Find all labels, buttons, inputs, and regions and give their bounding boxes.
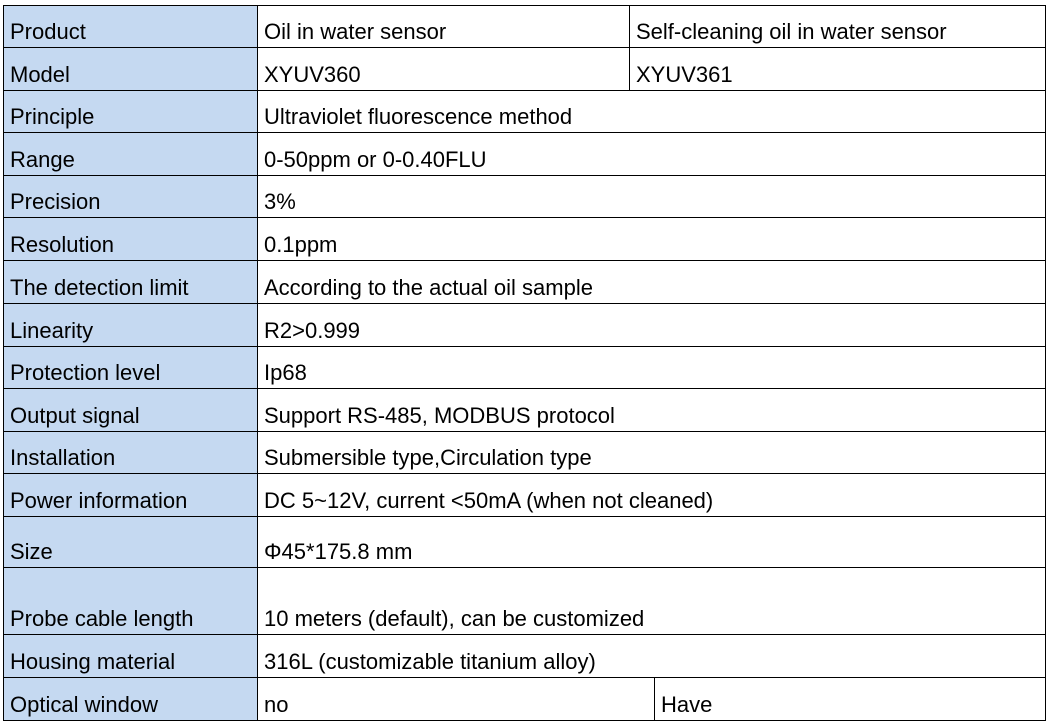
row-value: Ip68 [257,346,1046,388]
table-row-linearity [3,303,1046,346]
table-row-power [3,473,1046,516]
table-row-range [3,132,1046,175]
row-label: Protection level [3,346,257,388]
row-value: DC 5~12V, current <50mA (when not cleaned) [257,473,1046,516]
product-col1: Oil in water sensor [257,5,629,47]
product-col2: Self-cleaning oil in water sensor [629,5,1046,47]
row-label: Range [3,132,257,175]
row-value: 0-50ppm or 0-0.40FLU [257,132,1046,175]
row-value: 3% [257,175,1046,217]
table-row-resolution [3,217,1046,260]
row-value: R2>0.999 [257,303,1046,346]
row-value: Support RS-485, MODBUS protocol [257,388,1046,431]
table-row-model [3,47,1046,90]
row-value: Submersible type,Circulation type [257,431,1046,473]
row-label: Principle [3,90,257,132]
row-value: 316L (customizable titanium alloy) [257,634,1046,677]
table-row-protection-level [3,346,1046,388]
row-label: Precision [3,175,257,217]
row-label: Probe cable length [3,567,257,634]
table-row-cable-length [3,567,1046,634]
row-label: Resolution [3,217,257,260]
spec-table [3,5,1046,721]
table-row-principle [3,90,1046,132]
row-label: Housing material [3,634,257,677]
row-label: Model [3,47,257,90]
row-label: Output signal [3,388,257,431]
table-row-detection-limit [3,260,1046,303]
row-value: 0.1ppm [257,217,1046,260]
table-row-output-signal [3,388,1046,431]
row-label: Installation [3,431,257,473]
row-value: Ultraviolet fluorescence method [257,90,1046,132]
row-label: Optical window [3,677,257,721]
row-value: Φ45*175.8 mm [257,516,1046,567]
table-row-size [3,516,1046,567]
row-label: Power information [3,473,257,516]
window-col2: Have [654,677,1046,721]
table-row-housing [3,634,1046,677]
row-value: 10 meters (default), can be customized [257,567,1046,634]
row-label: The detection limit [3,260,257,303]
row-value: According to the actual oil sample [257,260,1046,303]
row-label: Linearity [3,303,257,346]
table-row-installation [3,431,1046,473]
table-row-precision [3,175,1046,217]
model-col2: XYUV361 [629,47,1046,90]
row-label: Product [3,5,257,47]
window-col1: no [257,677,654,721]
table-row-optical-window [3,677,1046,721]
table-row-product [3,5,1046,47]
model-col1: XYUV360 [257,47,629,90]
row-label: Size [3,516,257,567]
